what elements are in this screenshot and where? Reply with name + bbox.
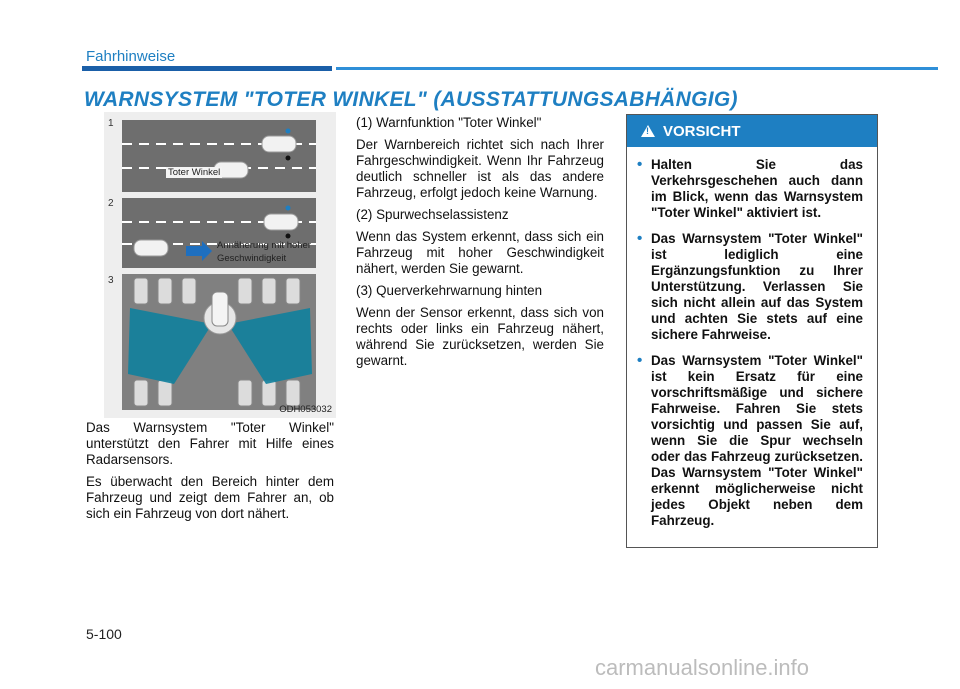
header-bar-light (336, 67, 938, 70)
caution-title: VORSICHT (663, 122, 741, 140)
caution-box (626, 114, 878, 548)
blind-spot-figure (104, 112, 336, 418)
panel-number-1: 1 (108, 118, 114, 129)
caution-item-1: • Halten Sie das Verkehrsgeschehen auch dann im Blick, wenn das Warnsystem "Toter Winkel" aktiviert ist. (651, 157, 863, 221)
item-body-3: Wenn der Sensor erkennt, dass sich von rechts oder links ein Fahrzeug nähert, während Sie zurücksetzen, werden Sie gewarnt. (356, 305, 604, 368)
page-number: 5-100 (86, 626, 122, 642)
watermark: carmanualsonline.info (595, 655, 810, 680)
parking-panel-3 (122, 274, 316, 410)
approach-label-line-2: Geschwindigkeit (217, 253, 287, 264)
item-heading-1: (1) Warnfunktion "Toter Winkel" (356, 115, 542, 130)
figure-illustration (104, 112, 336, 418)
caution-header (627, 115, 877, 147)
header-bar-dark (82, 66, 332, 71)
caution-item-2: • Das Warnsystem "Toter Winkel" ist lediglich eine Ergänzungsfunktion zu Ihrer Unterstützung. Verlassen Sie sich nicht allein auf das System und achten Sie stets auf eine sichere Fahrweise. (651, 231, 863, 343)
caution-item-3: • Das Warnsystem "Toter Winkel" ist kein Ersatz für eine vorschriftsmäßige und sichere Fahrweise. Fahren Sie stets vorsichtig und passen Sie auf, wenn Sie die Spur wechseln oder das Fahrzeug zurücksetzen. Das Warnsystem "Toter Winkel" erkennt möglicherweise nicht jedes Objekt neben dem Fahrzeug. (651, 353, 863, 529)
item-body-2: Wenn das System erkennt, dass sich ein Fahrzeug mit hoher Geschwindigkeit nähert, werden Sie gewarnt. (356, 229, 604, 276)
item-heading-2: (2) Spurwechselassistenz (356, 207, 509, 222)
panel-number-3: 3 (108, 275, 114, 286)
monitor-paragraph: Es überwacht den Bereich hinter dem Fahrzeug und zeigt dem Fahrer an, ob sich ein Fahrzeug von dort nähert. (86, 474, 334, 521)
figure-code: ODH053032 (279, 404, 332, 415)
blind-spot-label: Toter Winkel (168, 167, 221, 178)
section-label: Fahrhinweise (86, 48, 176, 65)
panel-number-2: 2 (108, 198, 114, 209)
road-panel-1 (122, 120, 316, 192)
left-column (86, 420, 334, 528)
approach-label-line-1: Annäherung mit hoher (217, 240, 312, 251)
item-heading-3: (3) Querverkehrwarnung hinten (356, 283, 543, 298)
page-title: WARNSYSTEM "TOTER WINKEL" (AUSSTATTUNGSABHÄNGIG) (84, 88, 738, 111)
warning-triangle-icon (641, 125, 655, 137)
middle-column (356, 115, 604, 375)
intro-paragraph: Das Warnsystem "Toter Winkel" unterstützt den Fahrer mit Hilfe eines Radarsensors. (86, 420, 334, 467)
caution-list (627, 147, 877, 529)
item-body-1: Der Warnbereich richtet sich nach Ihrer Fahrgeschwindigkeit. Wenn Ihr Fahrzeug deutlich schneller ist als das andere Fahrzeug, erfolgt jedoch keine Warnung. (356, 137, 604, 200)
